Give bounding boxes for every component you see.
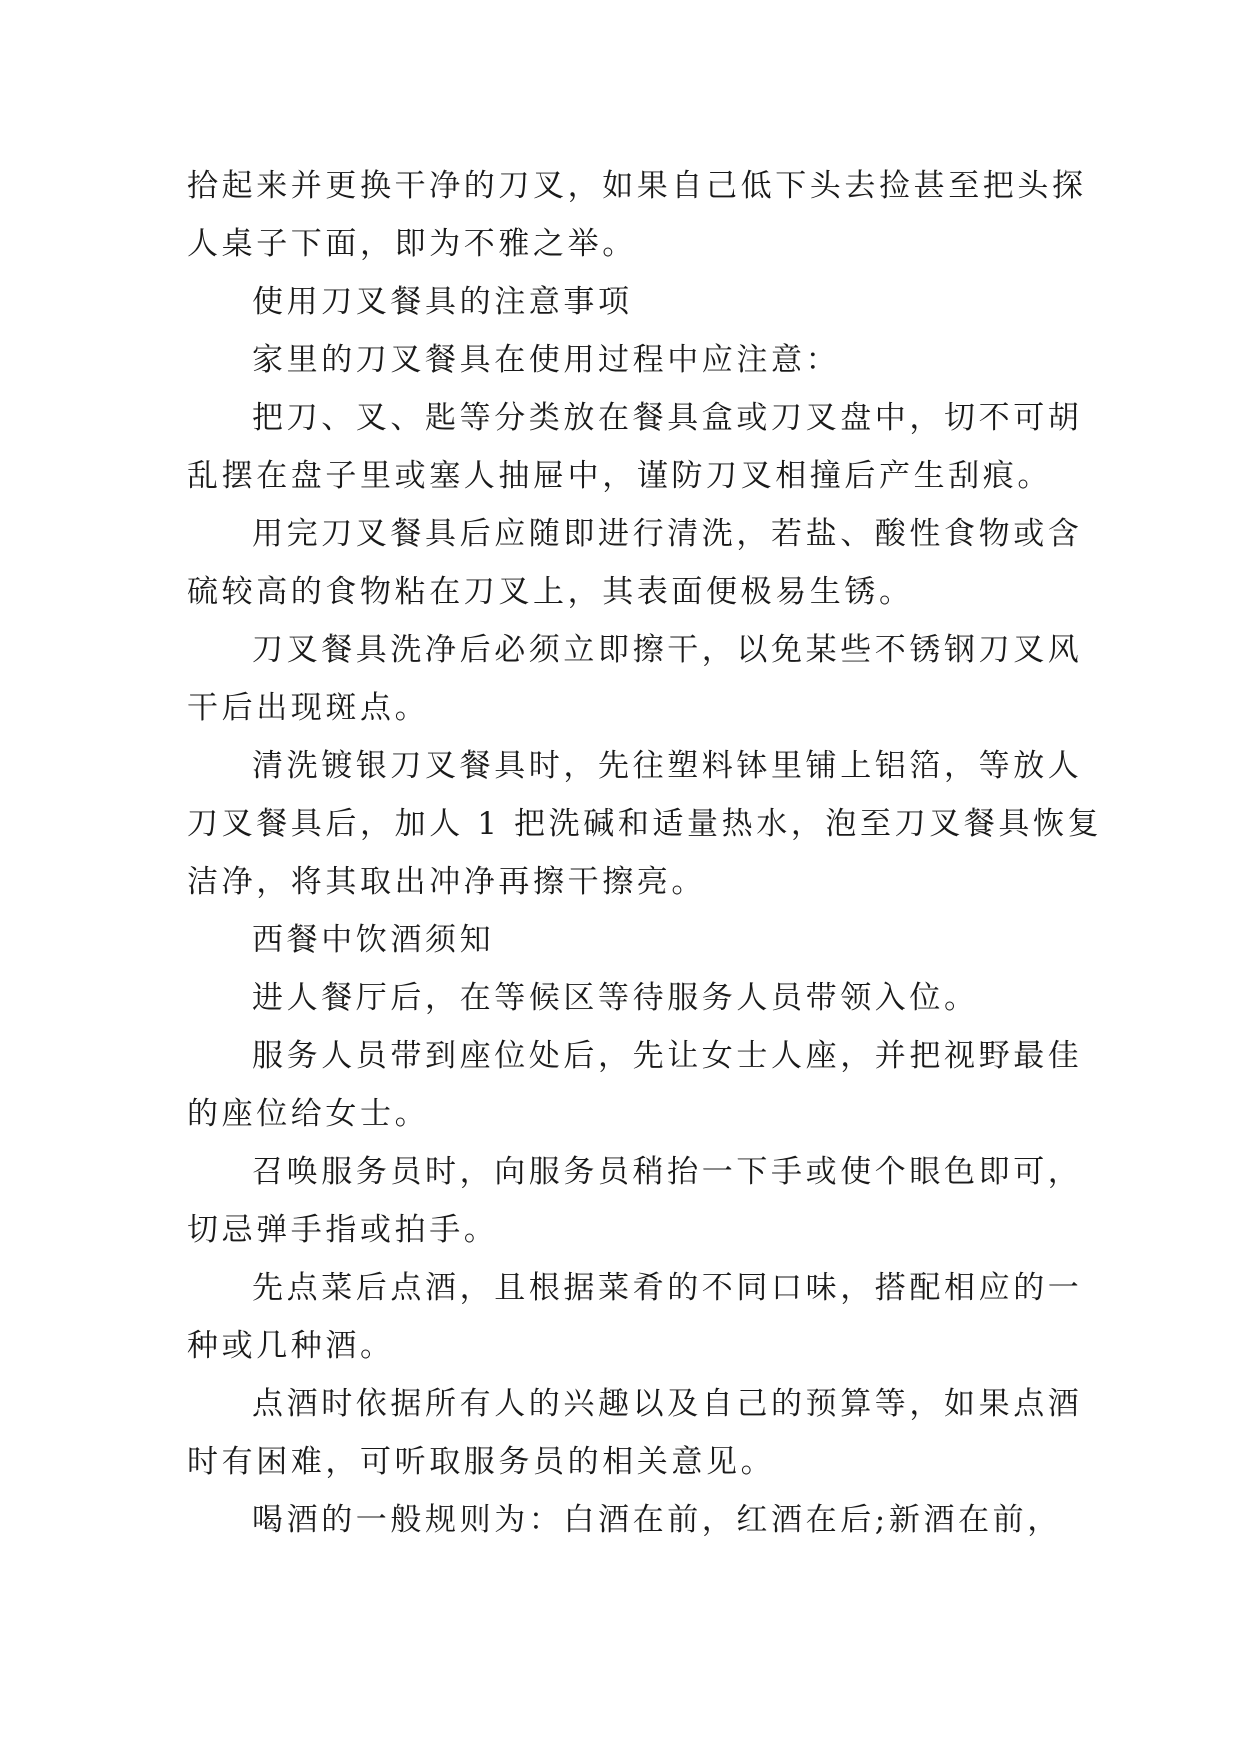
paragraph-line: 硫较高的食物粘在刀叉上，其表面便极易生锈。 [187,574,914,610]
paragraph-line: 洁净，将其取出冲净再擦干擦亮。 [187,864,706,900]
paragraph-line: 进人餐厅后，在等候区等待服务人员带领入位。 [252,980,979,1016]
paragraph-line: 清洗镀银刀叉餐具时，先往塑料钵里铺上铝箔，等放人 [252,748,1083,784]
paragraph-line: 先点菜后点酒，且根据菜肴的不同口味，搭配相应的一 [252,1270,1083,1306]
paragraph-line: 的座位给女士。 [187,1096,430,1132]
paragraph-line: 切忌弹手指或拍手。 [187,1212,499,1248]
paragraph-line: 时有困难，可听取服务员的相关意见。 [187,1444,776,1480]
paragraph-line: 用完刀叉餐具后应随即进行清洗，若盐、酸性食物或含 [252,516,1083,552]
paragraph-line: 种或几种酒。 [187,1328,395,1364]
document-body [187,157,1103,1549]
paragraph-line: 召唤服务员时，向服务员稍抬一下手或使个眼色即可， [252,1154,1083,1190]
text-line-continuation: 拾起来并更换干净的刀叉，如果自己低下头去捡甚至把头探 [187,168,1087,204]
paragraph-line: 乱摆在盘子里或塞人抽屉中，谨防刀叉相撞后产生刮痕。 [187,458,1052,494]
paragraph-line: 点酒时依据所有人的兴趣以及自己的预算等，如果点酒 [252,1386,1083,1422]
paragraph-line: 刀叉餐具后，加人 1 把洗碱和适量热水，泡至刀叉餐具恢复 [187,806,1103,842]
paragraph-line: 服务人员带到座位处后，先让女士人座，并把视野最佳 [252,1038,1083,1074]
paragraph-line: 喝酒的一般规则为：白酒在前，红酒在后;新酒在前， [252,1502,1062,1538]
section-heading-wine-notes: 西餐中饮酒须知 [252,922,495,958]
paragraph-line: 把刀、叉、匙等分类放在餐具盒或刀叉盘中，切不可胡 [252,400,1083,436]
text-line-continuation: 人桌子下面，即为不雅之举。 [187,226,637,262]
section-heading-knife-fork-notes: 使用刀叉餐具的注意事项 [252,284,633,320]
paragraph-line: 家里的刀叉餐具在使用过程中应注意： [252,342,841,378]
paragraph-line: 刀叉餐具洗净后必须立即擦干，以免某些不锈钢刀叉风 [252,632,1083,668]
paragraph-line: 干后出现斑点。 [187,690,430,726]
